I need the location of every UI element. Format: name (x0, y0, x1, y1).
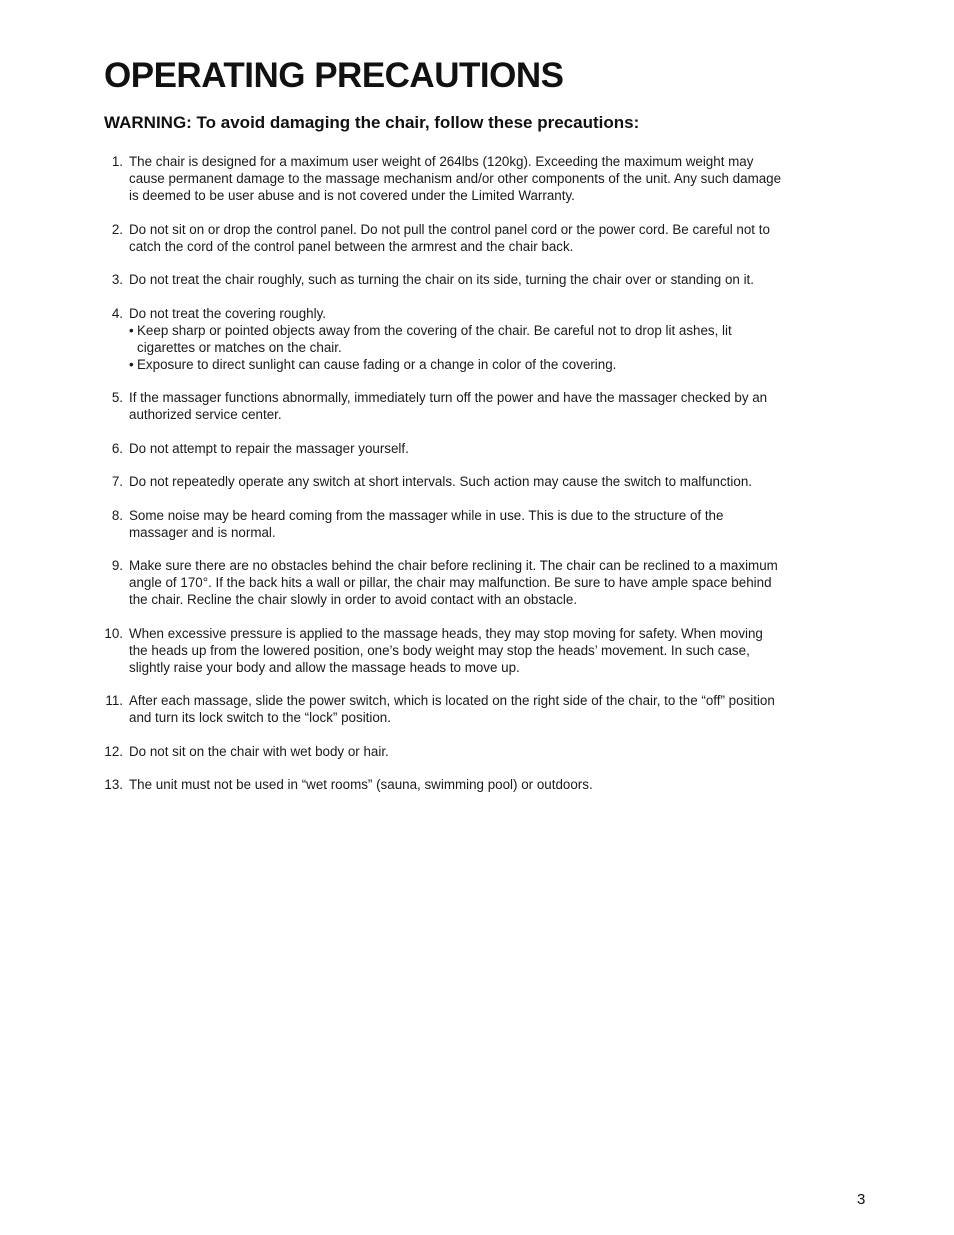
item-number: 2. (111, 221, 123, 237)
item-text-line: angle of 170°. If the back hits a wall or pillar, the chair may malfunction. Be sure to have ample space behind (129, 575, 772, 590)
item-text-line: catch the cord of the control panel between the armrest and the chair back. (129, 238, 574, 254)
item-number: 1. (111, 154, 123, 169)
list-item (92, 153, 862, 204)
item-number: 5. (111, 390, 123, 405)
bullet-icon: • (129, 356, 134, 372)
list-item (92, 389, 862, 423)
item-number: 8. (111, 507, 123, 523)
item-text-line: authorized service center. (129, 407, 282, 422)
item-text-line: Do not attempt to repair the massager yourself. (129, 440, 409, 456)
list-item (92, 625, 862, 676)
list-item (92, 221, 862, 255)
item-text-line: massager and is normal. (129, 524, 276, 540)
item-number: 13. (104, 777, 123, 792)
item-text-line: the chair. Recline the chair slowly in order to avoid contact with an obstacle. (129, 592, 578, 607)
item-text-line: The unit must not be used in “wet rooms” (sauna, swimming pool) or outdoors. (129, 777, 593, 792)
bullet-point (129, 322, 862, 356)
page-number: 3 (857, 1191, 866, 1208)
item-number: 10. (104, 625, 123, 641)
warning-subtitle: WARNING: To avoid damaging the chair, follow these precautions: (104, 113, 640, 132)
bullet-text-line: Keep sharp or pointed objects away from the covering of the chair. Be careful not to drop lit ashes, lit (137, 322, 732, 338)
list-item (92, 507, 862, 541)
item-number: 4. (111, 305, 123, 321)
page-title: OPERATING PRECAUTIONS (104, 56, 564, 95)
list-item (92, 776, 862, 793)
bullet-icon: • (129, 322, 134, 338)
item-text-line: is deemed to be user abuse and is not covered under the Limited Warranty. (129, 188, 575, 203)
item-text-line: Do not sit on or drop the control panel. Do not pull the control panel cord or the power cord. Be careful not to (129, 221, 770, 237)
item-text-line: the heads up from the lowered position, one’s body weight may stop the heads’ movement. In such case, (129, 642, 750, 658)
list-item (92, 557, 862, 608)
item-text-line: Do not treat the chair roughly, such as turning the chair on its side, turning the chair over or standing on it. (129, 272, 754, 287)
list-item (92, 271, 862, 288)
item-text-line: After each massage, slide the power switch, which is located on the right side of the chair, to the “off” position (129, 693, 775, 708)
list-item (92, 473, 862, 490)
item-number: 11. (105, 693, 123, 708)
precautions-list (92, 153, 862, 810)
list-item (92, 440, 862, 457)
item-text-line: slightly raise your body and allow the massage heads to move up. (129, 659, 520, 675)
item-text-line: When excessive pressure is applied to the massage heads, they may stop moving for safety. When moving (129, 625, 763, 641)
item-number: 9. (111, 558, 123, 573)
item-text-line: If the massager functions abnormally, immediately turn off the power and have the massager checked by an (129, 390, 768, 405)
item-number: 3. (111, 272, 123, 287)
item-text-line: Do not sit on the chair with wet body or hair. (129, 743, 389, 759)
bullet-text-line: Exposure to direct sunlight can cause fading or a change in color of the covering. (137, 356, 617, 372)
list-item (92, 692, 862, 726)
item-text-line: Do not treat the covering roughly. (129, 305, 327, 321)
item-text-line: The chair is designed for a maximum user weight of 264lbs (120kg). Exceeding the maximum weight may (129, 154, 754, 169)
item-number: 6. (111, 440, 123, 456)
item-text-line: Some noise may be heard coming from the massager while in use. This is due to the structure of the (129, 507, 724, 523)
item-text-line: Do not repeatedly operate any switch at short intervals. Such action may cause the switch to malfunction. (129, 474, 752, 489)
item-text-line: cause permanent damage to the massage mechanism and/or other components of the unit. Any such damage (129, 171, 782, 186)
list-item (92, 305, 862, 373)
bullet-text-line: cigarettes or matches on the chair. (137, 339, 342, 355)
item-number: 7. (111, 474, 123, 489)
bullet-point (129, 356, 862, 373)
list-item (92, 743, 862, 760)
item-number: 12. (104, 743, 123, 759)
item-text-line: and turn its lock switch to the “lock” position. (129, 710, 391, 725)
item-text-line: Make sure there are no obstacles behind the chair before reclining it. The chair can be reclined to a maximum (129, 558, 778, 573)
